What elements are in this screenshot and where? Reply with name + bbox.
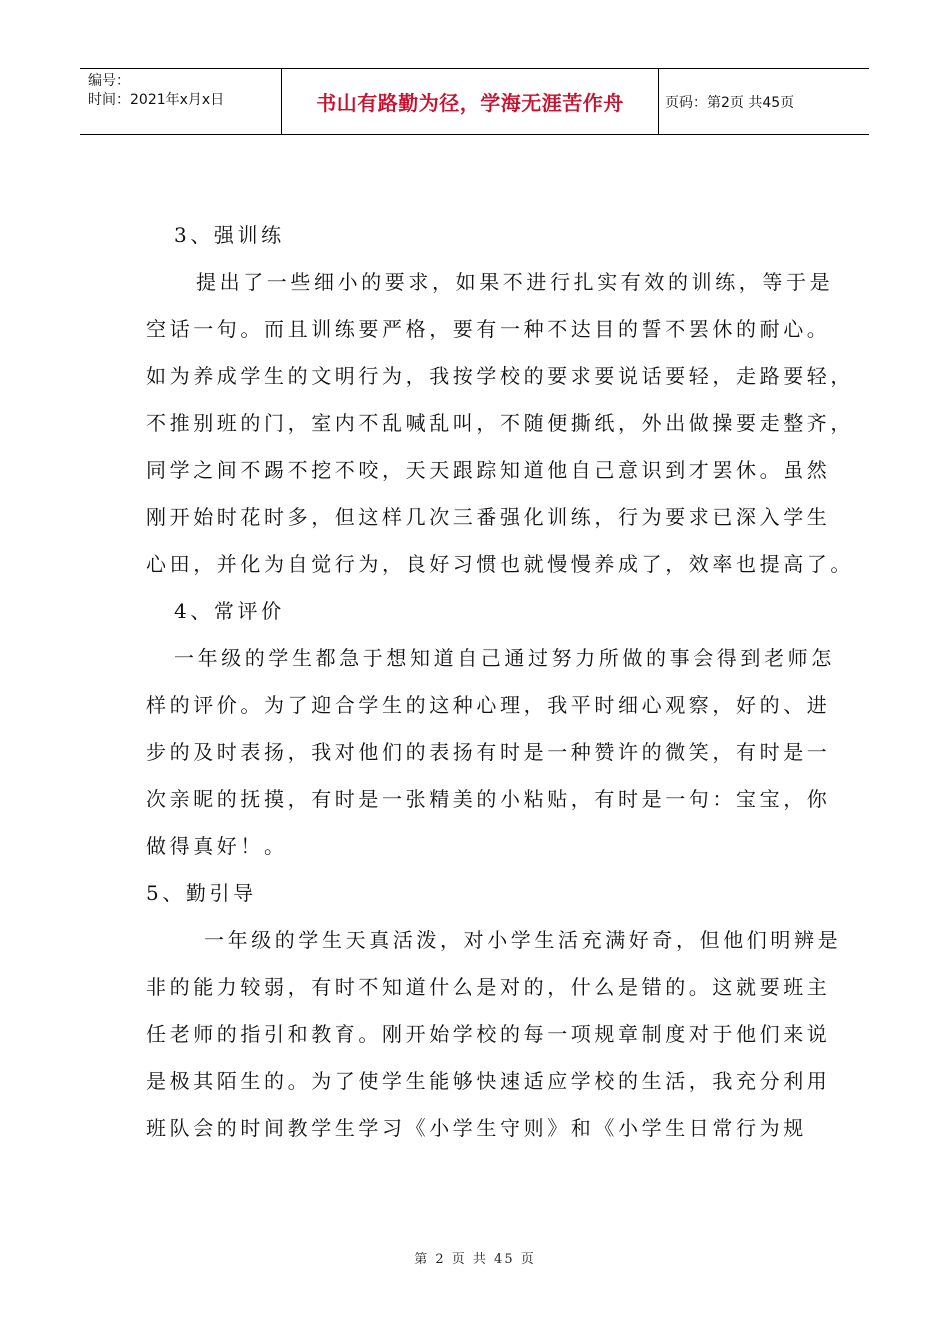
paragraph-line: 步的及时表扬，我对他们的表扬有时是一种赞许的微笑，有时是一 bbox=[146, 740, 831, 764]
paragraph-line: 次亲昵的抚摸，有时是一张精美的小粘贴，有时是一句：宝宝，你 bbox=[146, 787, 831, 811]
paragraph-line: 提出了一些细小的要求，如果不进行扎实有效的训练，等于是 bbox=[196, 270, 834, 294]
paragraph-line: 如为养成学生的文明行为，我按学校的要求要说话要轻，走路要轻， bbox=[146, 364, 854, 388]
page-footer: 第 2 页 共 45 页 bbox=[414, 1252, 536, 1267]
paragraph-line: 样的评价。为了迎合学生的这种心理，我平时细心观察，好的、进 bbox=[146, 693, 831, 717]
paragraph-line: 心田，并化为自觉行为，良好习惯也就慢慢养成了，效率也提高了。 bbox=[146, 552, 854, 576]
paragraph-line: 一年级的学生天真活泼，对小学生活充满好奇，但他们明辨是 bbox=[204, 928, 842, 952]
section-heading-evaluation: 4、常评价 bbox=[174, 599, 285, 623]
paragraph-line: 刚开始时花时多，但这样几次三番强化训练，行为要求已深入学生 bbox=[146, 505, 831, 529]
section-heading-guidance: 5、勤引导 bbox=[146, 881, 257, 905]
paragraph-line: 一年级的学生都急于想知道自己通过努力所做的事会得到老师怎 bbox=[174, 646, 835, 670]
header-meta-cell bbox=[80, 69, 282, 134]
paragraph-line: 同学之间不踢不挖不咬，天天跟踪知道他自己意识到才罢休。虽然 bbox=[146, 458, 831, 482]
paragraph-line: 任老师的指引和教育。刚开始学校的每一项规章制度对于他们来说 bbox=[146, 1022, 831, 1046]
paragraph-line: 不推别班的门，室内不乱喊乱叫，不随便撕纸，外出做操要走整齐， bbox=[146, 411, 854, 435]
header-motto: 书山有路勤为径，学海无涯苦作舟 bbox=[282, 69, 659, 134]
paragraph-line: 做得真好！。 bbox=[146, 834, 288, 858]
document-number-label: 编号： bbox=[88, 73, 130, 89]
paragraph-line: 非的能力较弱，有时不知道什么是对的，什么是错的。这就要班主 bbox=[146, 975, 831, 999]
document-header bbox=[80, 68, 869, 135]
header-page-info: 页码：第2页 共45页 bbox=[665, 94, 795, 111]
paragraph-line: 是极其陌生的。为了使学生能够快速适应学校的生活，我充分利用 bbox=[146, 1069, 831, 1093]
section-heading-training: 3、强训练 bbox=[174, 223, 285, 247]
document-time-label: 时间：2021年x月x日 bbox=[88, 92, 225, 108]
paragraph-line: 班队会的时间教学生学习《小学生守则》和《小学生日常行为规 bbox=[146, 1116, 807, 1140]
paragraph-line: 空话一句。而且训练要严格，要有一种不达目的誓不罢休的耐心。 bbox=[146, 317, 831, 341]
